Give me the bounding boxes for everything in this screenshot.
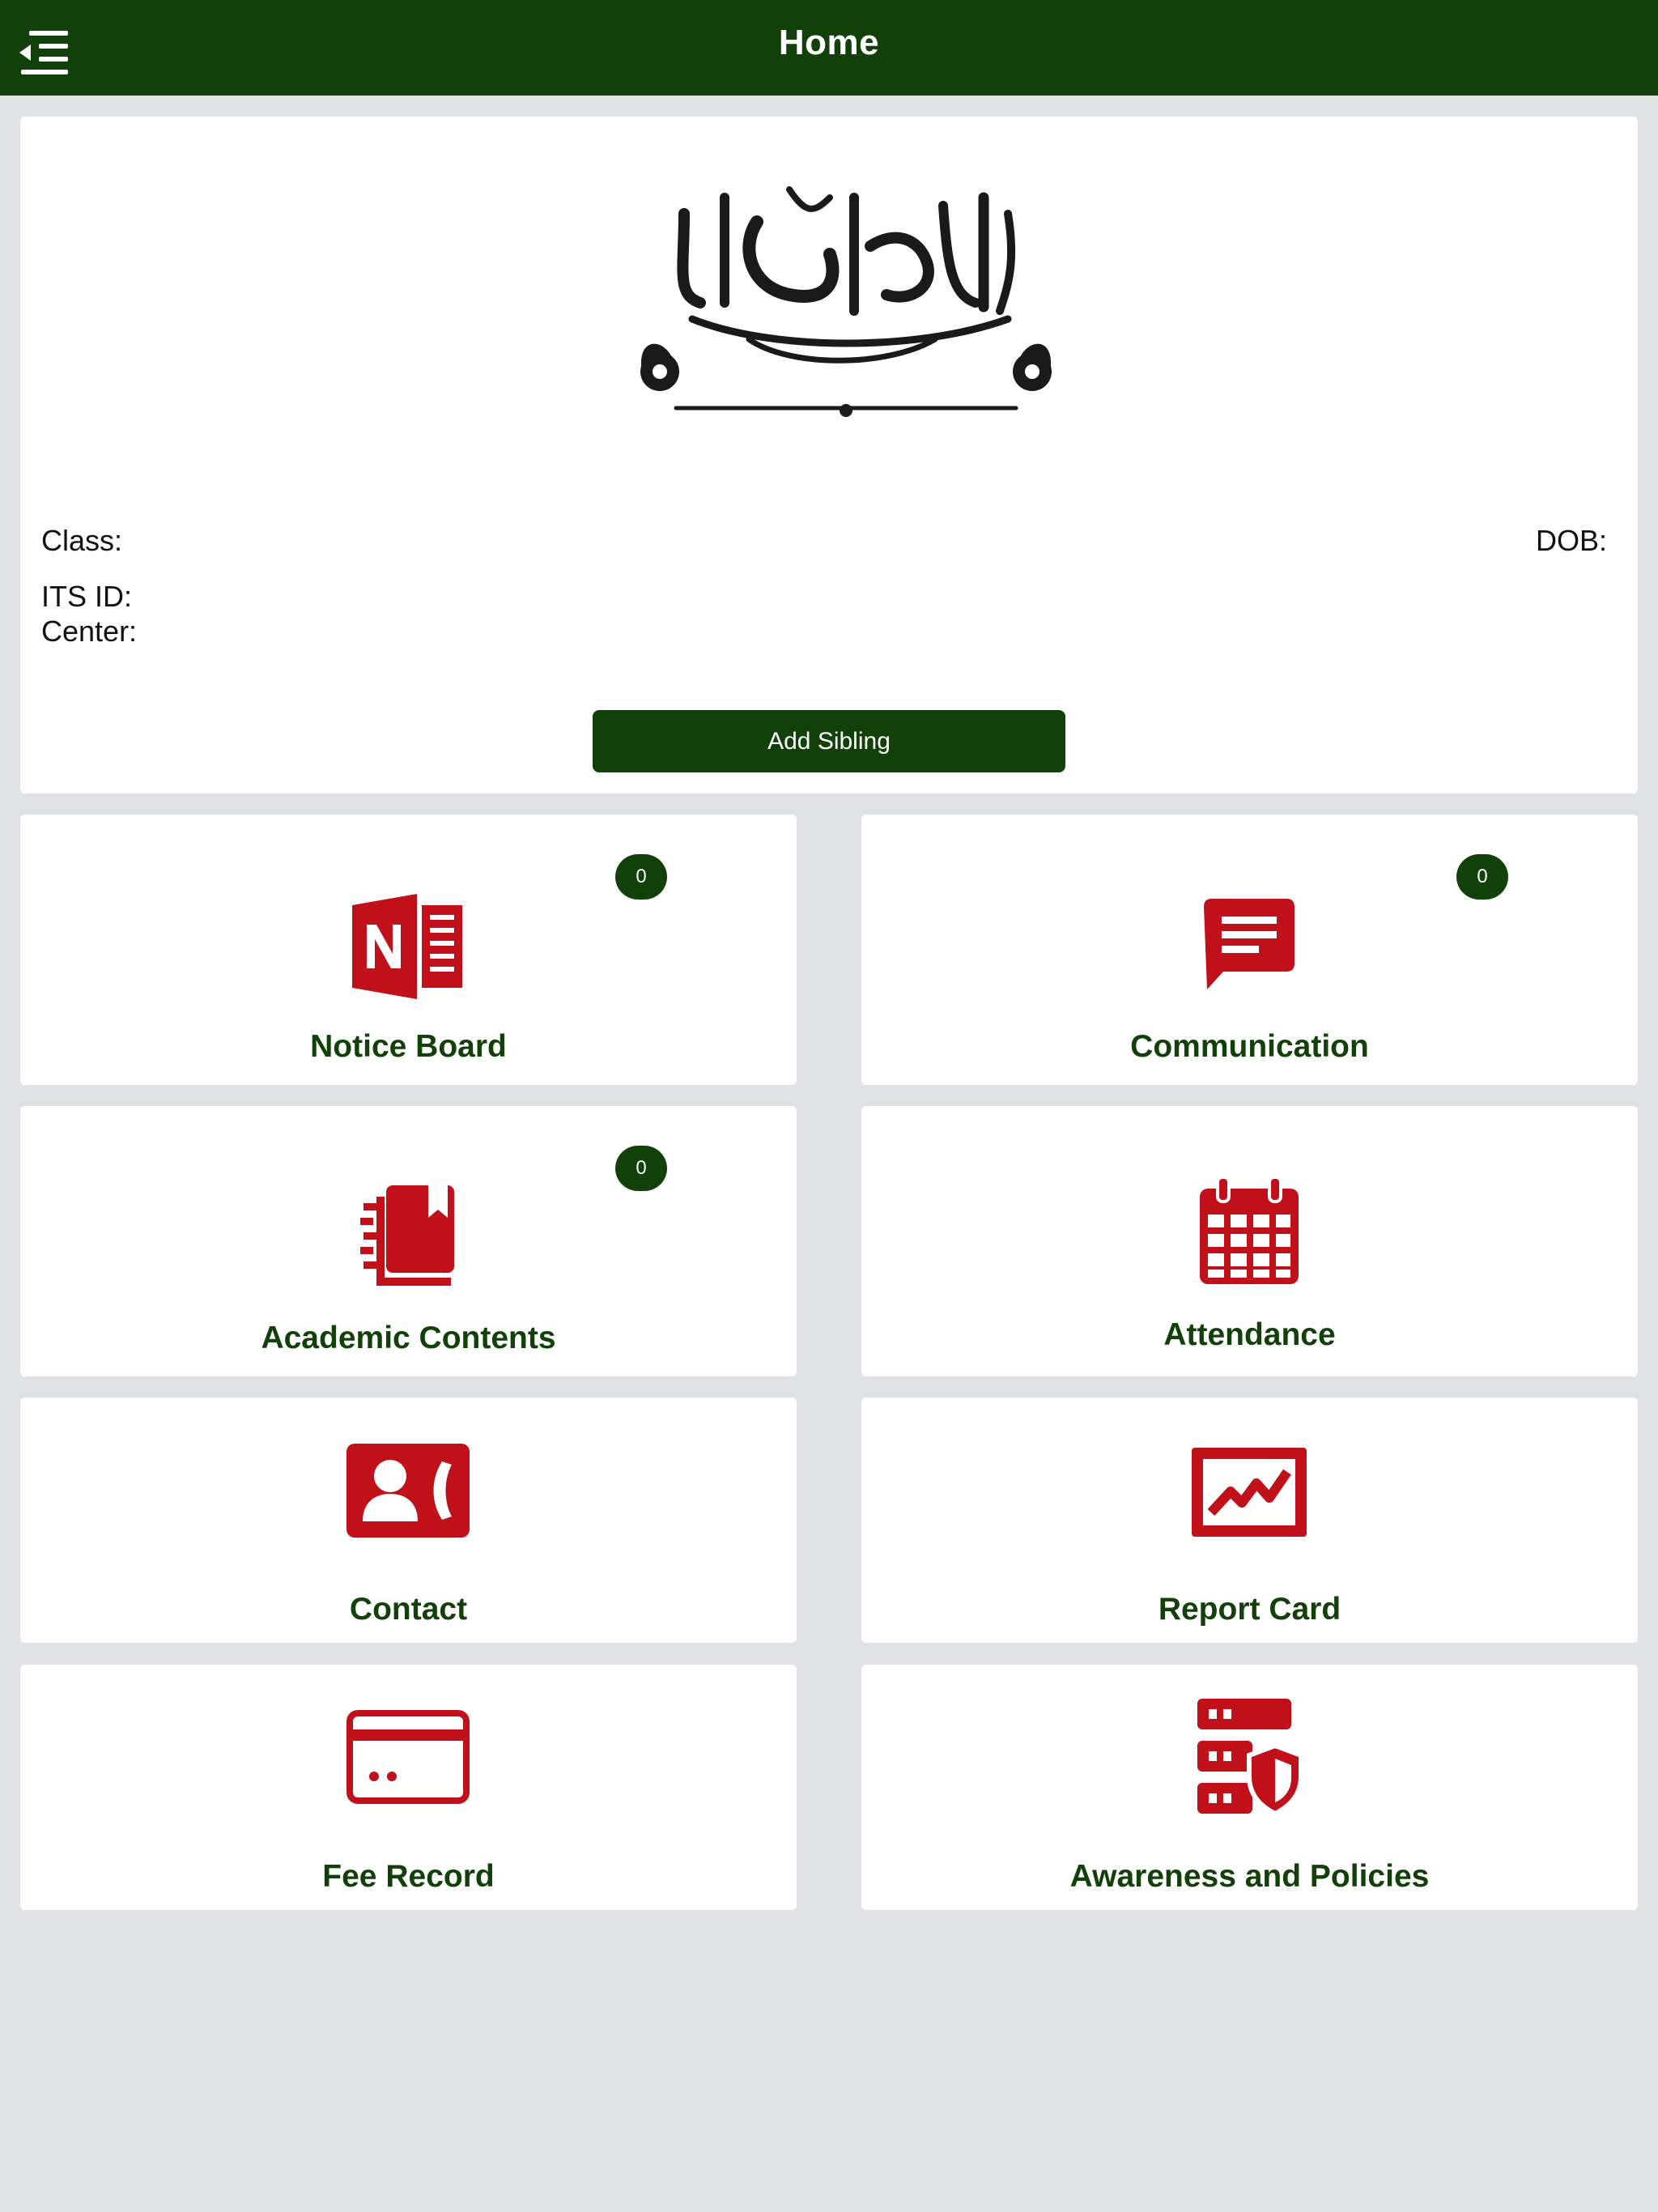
tile-attendance[interactable] [861,1106,1638,1376]
tile-label: Attendance [1163,1317,1336,1352]
dob-label: DOB: [1535,524,1607,557]
class-label: Class: [41,524,123,557]
notice-board-icon [352,894,466,999]
tile-label: Report Card [1158,1592,1341,1627]
tile-label: Notice Board [310,1029,507,1064]
tile-label: Communication [1130,1029,1369,1064]
tile-communication[interactable] [861,815,1638,1085]
tile-report-card[interactable] [861,1397,1638,1643]
tile-notice-board[interactable] [20,815,797,1085]
server-shield-icon [1197,1699,1301,1814]
tile-awareness-and-policies[interactable] [861,1665,1638,1910]
calendar-icon [1200,1177,1299,1284]
its-id-label: ITS ID: [41,580,133,613]
madrasah-logo [627,165,1065,432]
tile-label: Academic Contents [261,1321,556,1355]
tile-fee-record[interactable] [20,1665,797,1910]
contact-card-icon [346,1444,470,1538]
tile-academic-contents[interactable] [20,1106,797,1376]
academic-contents-count-badge: 0 [615,1146,667,1191]
tile-label: Contact [349,1592,468,1627]
chart-report-icon [1192,1448,1307,1537]
page-title: Home [778,23,880,62]
credit-card-icon [346,1710,470,1804]
tile-label: Fee Record [322,1859,495,1894]
notebook-icon [360,1185,457,1286]
center-label: Center: [41,615,138,648]
communication-count-badge: 0 [1456,854,1508,900]
add-sibling-button[interactable]: Add Sibling [593,710,1065,772]
student-profile-card [20,117,1638,793]
notice-board-count-badge: 0 [615,854,667,900]
tile-label: Awareness and Policies [1069,1859,1430,1894]
top-app-bar [0,0,1658,96]
chat-message-icon [1204,899,1295,989]
tile-contact[interactable] [20,1397,797,1643]
